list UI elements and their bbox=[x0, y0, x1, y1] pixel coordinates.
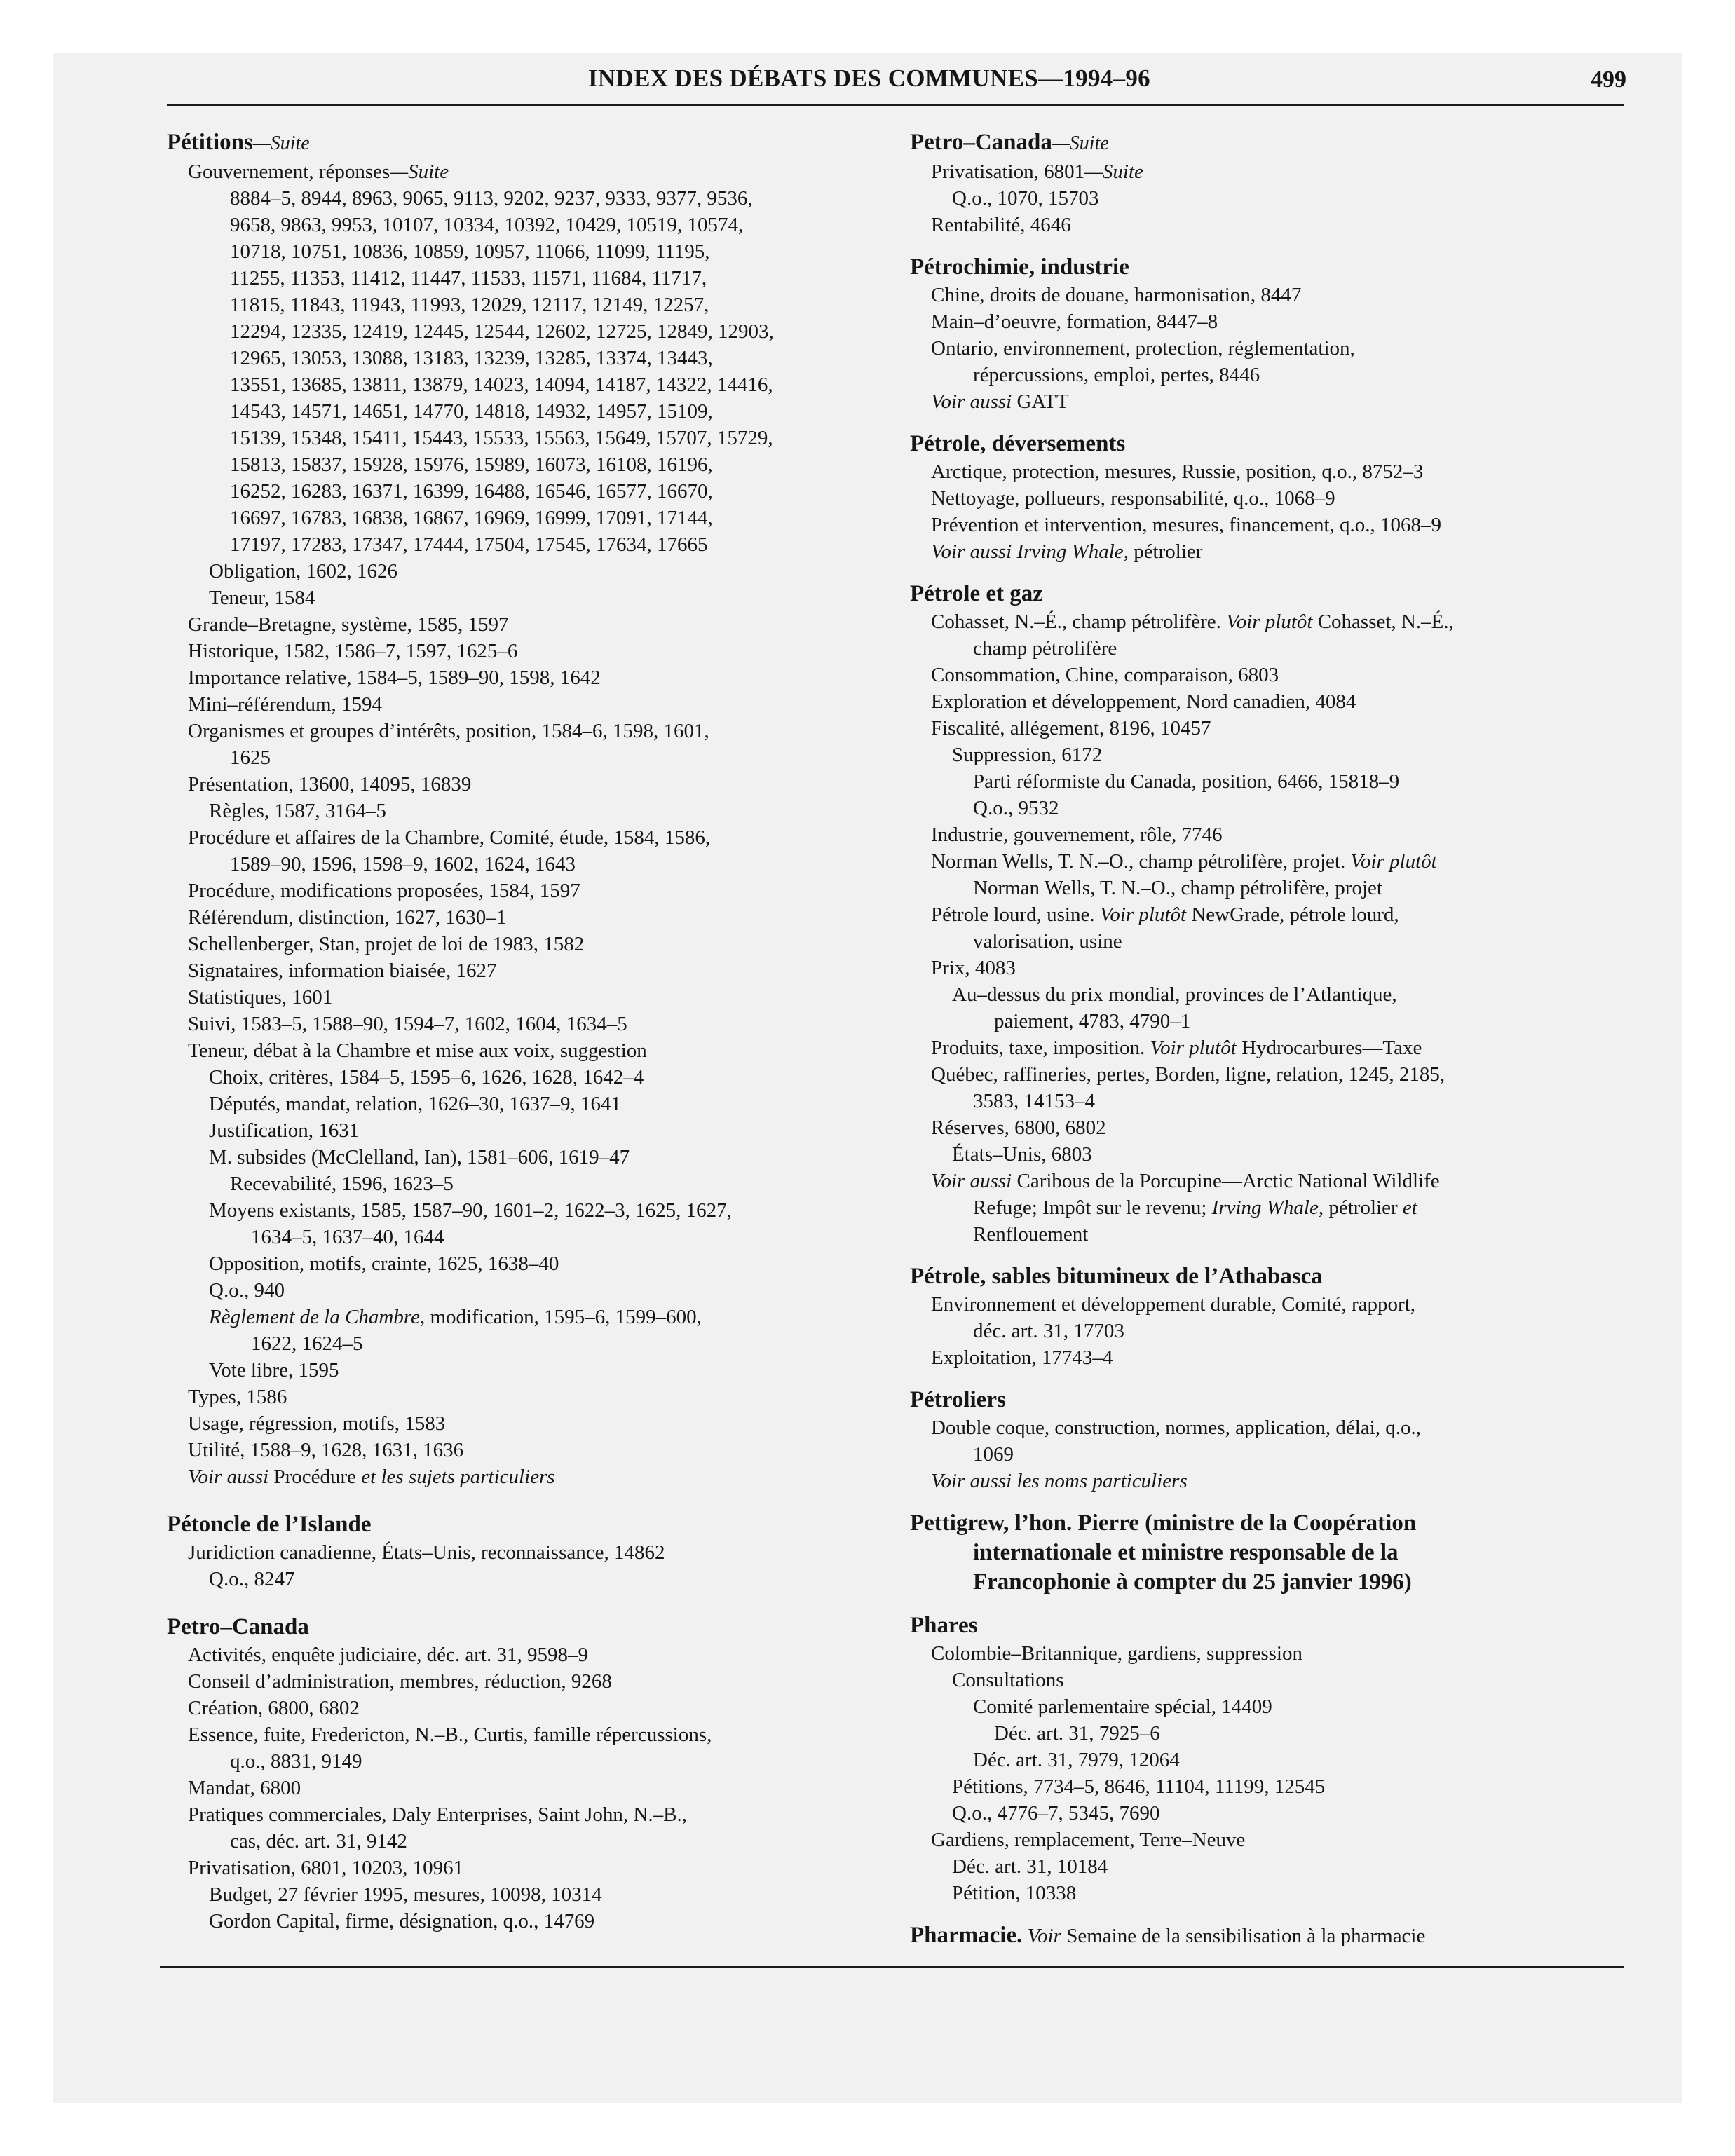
subentry: Recevabilité, 1596, 1623–5 bbox=[230, 1173, 454, 1195]
page-refs: 14543, 14571, 14651, 14770, 14818, 14932, 14957, 15109, bbox=[230, 400, 713, 423]
subentry: Pétrole lourd, usine. Voir plutôt NewGrade, pétrole lourd, bbox=[931, 903, 1399, 926]
page-refs: 16252, 16283, 16371, 16399, 16488, 16546, 16577, 16670, bbox=[230, 480, 713, 503]
index-entry-sables-bitumineux bbox=[910, 1262, 1632, 1371]
subentry: Choix, critères, 1584–5, 1595–6, 1626, 1628, 1642–4 bbox=[209, 1066, 644, 1089]
entry-heading-continued: Francophonie à compter du 25 janvier 1996) bbox=[973, 1569, 1412, 1595]
entry-heading: Pétrole, déversements bbox=[910, 431, 1126, 456]
subentry: Schellenberger, Stan, projet de loi de 1983, 1582 bbox=[188, 933, 585, 955]
index-entry-petitions bbox=[167, 128, 917, 1490]
page-refs: 15139, 15348, 15411, 15443, 15533, 15563, 15649, 15707, 15729, bbox=[230, 427, 773, 449]
subentry: Environnement et développement durable, Comité, rapport, bbox=[931, 1293, 1415, 1316]
subentry: Réserves, 6800, 6802 bbox=[931, 1117, 1106, 1139]
subentry: Au–dessus du prix mondial, provinces de l’Atlantique, bbox=[952, 983, 1397, 1006]
index-entry-petroliers bbox=[910, 1385, 1632, 1494]
entry-heading-continued: internationale et ministre responsable de la bbox=[973, 1540, 1399, 1565]
subentry: Q.o., 8247 bbox=[209, 1568, 295, 1590]
subentry: Consommation, Chine, comparaison, 6803 bbox=[931, 664, 1279, 686]
subentry: Justification, 1631 bbox=[209, 1119, 360, 1142]
subentry: Prévention et intervention, mesures, financement, q.o., 1068–9 bbox=[931, 514, 1442, 536]
subentry-continued: 1625 bbox=[230, 746, 271, 769]
subentry: Nettoyage, pollueurs, responsabilité, q.o., 1068–9 bbox=[931, 487, 1335, 510]
subentry: Privatisation, 6801, 10203, 10961 bbox=[188, 1857, 464, 1879]
subentry: Cohasset, N.–É., champ pétrolifère. Voir plutôt Cohasset, N.–É., bbox=[931, 610, 1454, 633]
subentry: Pratiques commerciales, Daly Enterprises, Saint John, N.–B., bbox=[188, 1803, 687, 1826]
cross-reference: Voir aussi Procédure et les sujets particuliers bbox=[188, 1466, 555, 1488]
subentry: Comité parlementaire spécial, 14409 bbox=[973, 1696, 1272, 1718]
index-entry-petro-canada-suite bbox=[910, 128, 1632, 238]
subentry: Gouvernement, réponses—Suite bbox=[188, 161, 449, 183]
subentry: Rentabilité, 4646 bbox=[931, 214, 1071, 236]
entry-heading: Phares bbox=[910, 1613, 978, 1638]
subentry-continued: 3583, 14153–4 bbox=[973, 1090, 1095, 1112]
subentry-continued: champ pétrolifère bbox=[973, 637, 1117, 660]
subentry: Déc. art. 31, 10184 bbox=[952, 1855, 1108, 1878]
subentry: Norman Wells, T. N.–O., champ pétrolifère, projet. Voir plutôt bbox=[931, 850, 1437, 873]
subentry: Budget, 27 février 1995, mesures, 10098, 10314 bbox=[209, 1883, 602, 1906]
cross-reference-continued: Refuge; Impôt sur le revenu; Irving Whale, pétrolier et bbox=[973, 1196, 1417, 1219]
subentry: Organismes et groupes d’intérêts, position, 1584–6, 1598, 1601, bbox=[188, 720, 709, 742]
subentry: Q.o., 1070, 15703 bbox=[952, 187, 1099, 210]
subentry: Historique, 1582, 1586–7, 1597, 1625–6 bbox=[188, 640, 518, 662]
entry-heading: Pétrole, sables bitumineux de l’Athabasca bbox=[910, 1264, 1323, 1289]
page-refs: 10718, 10751, 10836, 10859, 10957, 11066, 11099, 11195, bbox=[230, 240, 710, 263]
subentry: Procédure et affaires de la Chambre, Comité, étude, 1584, 1586, bbox=[188, 826, 711, 849]
page-refs: 12294, 12335, 12419, 12445, 12544, 12602, 12725, 12849, 12903, bbox=[230, 320, 774, 343]
subentry: Québec, raffineries, pertes, Borden, ligne, relation, 1245, 2185, bbox=[931, 1063, 1445, 1086]
index-entry-petrole-et-gaz bbox=[910, 579, 1632, 1248]
subentry: Importance relative, 1584–5, 1589–90, 1598, 1642 bbox=[188, 667, 601, 689]
entry-heading: Pétoncle de l’Islande bbox=[167, 1512, 372, 1537]
subentry: Privatisation, 6801—Suite bbox=[931, 161, 1143, 183]
subentry: Colombie–Britannique, gardiens, suppression bbox=[931, 1642, 1302, 1665]
subentry: Teneur, 1584 bbox=[209, 587, 315, 609]
subentry: Double coque, construction, normes, application, délai, q.o., bbox=[931, 1417, 1422, 1439]
page-refs: 11255, 11353, 11412, 11447, 11533, 11571, 11684, 11717, bbox=[230, 267, 707, 289]
subentry: Déc. art. 31, 7979, 12064 bbox=[973, 1749, 1180, 1771]
page-refs: 15813, 15837, 15928, 15976, 15989, 16073, 16108, 16196, bbox=[230, 453, 713, 476]
subentry-continued: q.o., 8831, 9149 bbox=[230, 1750, 362, 1773]
subentry: Q.o., 9532 bbox=[973, 797, 1059, 819]
subentry: Arctique, protection, mesures, Russie, position, q.o., 8752–3 bbox=[931, 460, 1424, 483]
subentry: Juridiction canadienne, États–Unis, reconnaissance, 14862 bbox=[188, 1541, 665, 1564]
subentry: Règlement de la Chambre, modification, 1595–6, 1599–600, bbox=[209, 1306, 702, 1328]
page-refs: 8884–5, 8944, 8963, 9065, 9113, 9202, 9237, 9333, 9377, 9536, bbox=[230, 187, 753, 210]
subentry: Types, 1586 bbox=[188, 1386, 287, 1408]
subentry: Industrie, gouvernement, rôle, 7746 bbox=[931, 824, 1223, 846]
subentry: Création, 6800, 6802 bbox=[188, 1697, 360, 1719]
subentry: Gordon Capital, firme, désignation, q.o., 14769 bbox=[209, 1910, 595, 1932]
subentry: Chine, droits de douane, harmonisation, 8447 bbox=[931, 284, 1302, 306]
subentry: Fiscalité, allégement, 8196, 10457 bbox=[931, 717, 1211, 739]
subentry-continued: 1069 bbox=[973, 1443, 1014, 1466]
subentry: Q.o., 4776–7, 5345, 7690 bbox=[952, 1802, 1160, 1824]
subentry: Déc. art. 31, 7925–6 bbox=[994, 1722, 1160, 1745]
page-refs: 16697, 16783, 16838, 16867, 16969, 16999, 17091, 17144, bbox=[230, 507, 713, 529]
subentry-continued: déc. art. 31, 17703 bbox=[973, 1320, 1124, 1342]
subentry: Règles, 1587, 3164–5 bbox=[209, 800, 386, 822]
subentry: Pétitions, 7734–5, 8646, 11104, 11199, 12545 bbox=[952, 1775, 1326, 1798]
subentry: Parti réformiste du Canada, position, 6466, 15818–9 bbox=[973, 770, 1400, 793]
page-refs: 17197, 17283, 17347, 17444, 17504, 17545, 17634, 17665 bbox=[230, 533, 708, 556]
subentry-continued: cas, déc. art. 31, 9142 bbox=[230, 1830, 407, 1853]
subentry-continued: paiement, 4783, 4790–1 bbox=[994, 1010, 1191, 1032]
subentry: Activités, enquête judiciaire, déc. art. 31, 9598–9 bbox=[188, 1644, 588, 1666]
entry-heading: Petro–Canada bbox=[167, 1614, 309, 1639]
subentry: Main–d’oeuvre, formation, 8447–8 bbox=[931, 311, 1218, 333]
subentry: Vote libre, 1595 bbox=[209, 1359, 339, 1381]
page-header-title: INDEX DES DÉBATS DES COMMUNES—1994–96 bbox=[588, 64, 1150, 92]
subentry: Utilité, 1588–9, 1628, 1631, 1636 bbox=[188, 1439, 464, 1461]
cross-reference: Voir aussi Irving Whale, pétrolier bbox=[931, 540, 1203, 563]
page-refs: 13551, 13685, 13811, 13879, 14023, 14094, 14187, 14322, 14416, bbox=[230, 374, 773, 396]
subentry: Prix, 4083 bbox=[931, 957, 1016, 979]
subentry: Usage, régression, motifs, 1583 bbox=[188, 1412, 446, 1435]
subentry-continued: 1622, 1624–5 bbox=[251, 1332, 363, 1355]
subentry: Suppression, 6172 bbox=[952, 744, 1103, 766]
subentry: Mandat, 6800 bbox=[188, 1777, 301, 1799]
index-entry-pharmacie bbox=[910, 1920, 1632, 1950]
subentry: Conseil d’administration, membres, réduction, 9268 bbox=[188, 1670, 612, 1693]
entry-heading: Petro–Canada—Suite bbox=[910, 130, 1109, 155]
entry-heading: Pettigrew, l’hon. Pierre (ministre de la Coopération bbox=[910, 1510, 1417, 1536]
subentry: États–Unis, 6803 bbox=[952, 1143, 1092, 1166]
entry-heading: Pétitions—Suite bbox=[167, 130, 310, 155]
entry-heading: Pétroliers bbox=[910, 1387, 1006, 1412]
subentry: Moyens existants, 1585, 1587–90, 1601–2, 1622–3, 1625, 1627, bbox=[209, 1199, 732, 1222]
right-column bbox=[910, 128, 1632, 1964]
entry-heading: Pétrochimie, industrie bbox=[910, 254, 1129, 280]
cross-reference-continued: Renflouement bbox=[973, 1223, 1089, 1246]
subentry-continued: valorisation, usine bbox=[973, 930, 1122, 953]
index-entry-petoncle bbox=[167, 1510, 917, 1592]
subentry: Opposition, motifs, crainte, 1625, 1638–40 bbox=[209, 1253, 559, 1275]
subentry: Grande–Bretagne, système, 1585, 1597 bbox=[188, 613, 509, 636]
left-column bbox=[167, 128, 917, 1949]
subentry: Ontario, environnement, protection, réglementation, bbox=[931, 337, 1355, 360]
index-entry-phares bbox=[910, 1611, 1632, 1906]
header-rule bbox=[167, 104, 1624, 106]
subentry: Suivi, 1583–5, 1588–90, 1594–7, 1602, 1604, 1634–5 bbox=[188, 1013, 627, 1035]
subentry: Référendum, distinction, 1627, 1630–1 bbox=[188, 906, 507, 929]
subentry: Gardiens, remplacement, Terre–Neuve bbox=[931, 1829, 1246, 1851]
cross-reference: Voir aussi les noms particuliers bbox=[931, 1470, 1188, 1492]
subentry: Essence, fuite, Fredericton, N.–B., Curtis, famille répercussions, bbox=[188, 1724, 712, 1746]
subentry: Produits, taxe, imposition. Voir plutôt Hydrocarbures—Taxe bbox=[931, 1037, 1422, 1059]
subentry-continued: répercussions, emploi, pertes, 8446 bbox=[973, 364, 1260, 386]
subentry: M. subsides (McClelland, Ian), 1581–606, 1619–47 bbox=[209, 1146, 630, 1168]
index-entry-petro-canada bbox=[167, 1612, 917, 1935]
page-refs: 9658, 9863, 9953, 10107, 10334, 10392, 10429, 10519, 10574, bbox=[230, 214, 744, 236]
page-refs: 11815, 11843, 11943, 11993, 12029, 12117, 12149, 12257, bbox=[230, 294, 709, 316]
footer-rule bbox=[160, 1966, 1624, 1968]
index-entry-pettigrew bbox=[910, 1508, 1632, 1597]
subentry: Procédure, modifications proposées, 1584, 1597 bbox=[188, 880, 580, 902]
subentry: Obligation, 1602, 1626 bbox=[209, 560, 398, 582]
subentry: Députés, mandat, relation, 1626–30, 1637–9, 1641 bbox=[209, 1093, 621, 1115]
subentry: Signataires, information biaisée, 1627 bbox=[188, 960, 497, 982]
entry-heading: Pétrole et gaz bbox=[910, 581, 1043, 606]
subentry: Exploration et développement, Nord canadien, 4084 bbox=[931, 690, 1356, 713]
subentry: Q.o., 940 bbox=[209, 1279, 285, 1302]
page-refs: 12965, 13053, 13088, 13183, 13239, 13285, 13374, 13443, bbox=[230, 347, 713, 369]
subentry-continued: 1634–5, 1637–40, 1644 bbox=[251, 1226, 444, 1248]
subentry: Mini–référendum, 1594 bbox=[188, 693, 383, 716]
page-number: 499 bbox=[1591, 67, 1626, 93]
subentry: Teneur, débat à la Chambre et mise aux voix, suggestion bbox=[188, 1039, 647, 1062]
index-entry-petrole-deversements bbox=[910, 429, 1632, 565]
subentry: Pétition, 10338 bbox=[952, 1882, 1077, 1904]
subentry: Exploitation, 17743–4 bbox=[931, 1346, 1113, 1369]
subentry-continued: Norman Wells, T. N.–O., champ pétrolifère, projet bbox=[973, 877, 1382, 899]
subentry: Présentation, 13600, 14095, 16839 bbox=[188, 773, 472, 796]
subentry-continued: 1589–90, 1596, 1598–9, 1602, 1624, 1643 bbox=[230, 853, 576, 875]
subentry: Consultations bbox=[952, 1669, 1064, 1691]
entry-heading-with-reference: Pharmacie. Voir Semaine de la sensibilisation à la pharmacie bbox=[910, 1923, 1426, 1948]
cross-reference: Voir aussi Caribous de la Porcupine—Arctic National Wildlife bbox=[931, 1170, 1440, 1192]
subentry: Statistiques, 1601 bbox=[188, 986, 333, 1009]
cross-reference: Voir aussi GATT bbox=[931, 390, 1069, 413]
index-entry-petrochimie bbox=[910, 252, 1632, 415]
